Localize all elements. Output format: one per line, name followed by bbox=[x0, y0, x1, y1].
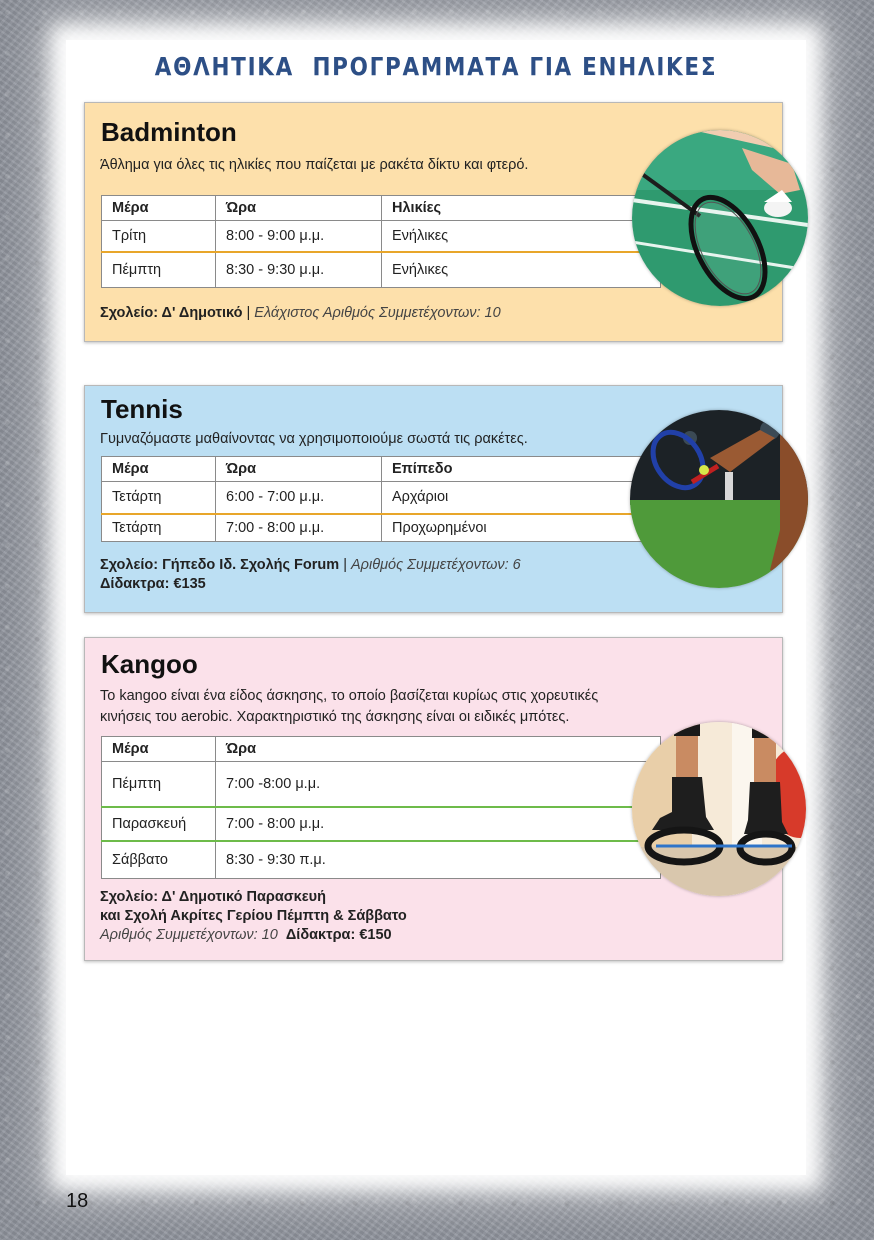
kangoo-photo bbox=[632, 722, 806, 896]
badminton-participants: Ελάχιστος Αριθμός Συμμετέχοντων: 10 bbox=[254, 305, 501, 321]
table-cell-level: Αρχάριοι bbox=[382, 482, 661, 514]
table-header-row bbox=[102, 457, 661, 482]
badminton-title: Badminton bbox=[101, 117, 237, 147]
table-cell-day: Πέμπτη bbox=[102, 762, 216, 807]
table-cell-time: 6:00 - 7:00 μ.μ. bbox=[216, 482, 382, 514]
table-header-cell: Ώρα bbox=[216, 196, 382, 221]
table-header-cell: Ώρα bbox=[216, 457, 382, 482]
badminton-photo bbox=[632, 130, 808, 306]
tennis-photo bbox=[630, 410, 808, 588]
separator: | bbox=[339, 557, 351, 573]
table-cell-time: 8:30 - 9:30 π.μ. bbox=[216, 841, 661, 879]
table-cell-age: Ενήλικες bbox=[382, 252, 661, 288]
table-cell-day: Σάββατο bbox=[102, 841, 216, 879]
tennis-footer-note bbox=[100, 556, 521, 594]
kangoo-footer-note bbox=[100, 888, 407, 945]
badminton-footer-note bbox=[100, 304, 501, 323]
kangoo-description-line-2: κινήσεις του aerobic. Χαρακτηριστικό της άσκησης είναι οι ειδικές μπότες. bbox=[100, 709, 570, 725]
table-cell-day: Παρασκευή bbox=[102, 807, 216, 841]
table-cell-day: Πέμπτη bbox=[102, 252, 216, 288]
table-header-row bbox=[102, 196, 661, 221]
kangoo-participants: Αριθμός Συμμετέχοντων: 10 bbox=[100, 927, 278, 943]
table-cell-time: 8:30 - 9:30 μ.μ. bbox=[216, 252, 382, 288]
table-row bbox=[102, 762, 661, 807]
table-cell-time: 8:00 - 9:00 μ.μ. bbox=[216, 221, 382, 252]
tennis-player-illustration bbox=[630, 410, 808, 588]
table-header-cell: Επίπεδο bbox=[382, 457, 661, 482]
badminton-description: Άθλημα για όλες τις ηλικίες που παίζεται με ρακέτα δίκτυ και φτερό. bbox=[100, 157, 529, 173]
kangoo-description bbox=[100, 686, 598, 728]
table-cell-age: Ενήλικες bbox=[382, 221, 661, 252]
table-cell-time: 7:00 - 8:00 μ.μ. bbox=[216, 514, 382, 542]
table-header-row bbox=[102, 737, 661, 762]
table-header-cell: Μέρα bbox=[102, 737, 216, 762]
tennis-schedule-table bbox=[101, 456, 661, 542]
table-header-cell: Ηλικίες bbox=[382, 196, 661, 221]
table-header-cell: Μέρα bbox=[102, 457, 216, 482]
badminton-racket-illustration bbox=[632, 130, 808, 306]
table-cell-time: 7:00 -8:00 μ.μ. bbox=[216, 762, 661, 807]
table-cell-level: Προχωρημένοι bbox=[382, 514, 661, 542]
table-row bbox=[102, 841, 661, 879]
tennis-title: Tennis bbox=[101, 394, 183, 424]
tennis-participants: Αριθμός Συμμετέχοντων: 6 bbox=[351, 557, 521, 573]
kangoo-description-line-1: Το kangoo είναι ένα είδος άσκησης, το οποίο βασίζεται κυρίως στις χορευτικές bbox=[100, 688, 599, 704]
page-number: 18 bbox=[66, 1190, 89, 1212]
tennis-description: Γυμναζόμαστε μαθαίνοντας να χρησιμοποιούμε σωστά τις ρακέτες. bbox=[100, 431, 528, 447]
table-cell-day: Τετάρτη bbox=[102, 482, 216, 514]
table-header-cell: Ώρα bbox=[216, 737, 661, 762]
badminton-school: Σχολείο: Δ' Δημοτικό bbox=[100, 305, 243, 321]
table-row bbox=[102, 252, 661, 288]
table-cell-time: 7:00 - 8:00 μ.μ. bbox=[216, 807, 661, 841]
kangoo-boots-illustration bbox=[632, 722, 806, 896]
table-row bbox=[102, 221, 661, 252]
tennis-school: Σχολείο: Γήπεδο Ιδ. Σχολής Forum bbox=[100, 557, 340, 573]
kangoo-title: Kangoo bbox=[101, 649, 198, 679]
kangoo-fee: Δίδακτρα: €150 bbox=[285, 927, 392, 943]
separator: | bbox=[242, 305, 255, 321]
tennis-fee: Δίδακτρα: €135 bbox=[100, 576, 206, 592]
kangoo-school-line-2: και Σχολή Ακρίτες Γερίου Πέμπτη & Σάββατο bbox=[100, 908, 407, 924]
badminton-schedule-table bbox=[101, 195, 661, 288]
kangoo-school-line-1: Σχολείο: Δ' Δημοτικό Παρασκευή bbox=[100, 889, 326, 905]
table-row bbox=[102, 514, 661, 542]
kangoo-schedule-table bbox=[101, 736, 661, 879]
table-cell-day: Τρίτη bbox=[102, 221, 216, 252]
table-header-cell: Μέρα bbox=[102, 196, 216, 221]
table-cell-day: Τετάρτη bbox=[102, 514, 216, 542]
table-row bbox=[102, 482, 661, 514]
page-title: ΑΘΛΗΤΙΚΑ ΠΡΟΓΡΑΜΜΑΤΑ ΓΙΑ ΕΝΗΛΙΚΕΣ bbox=[154, 52, 718, 81]
table-row bbox=[102, 807, 661, 841]
